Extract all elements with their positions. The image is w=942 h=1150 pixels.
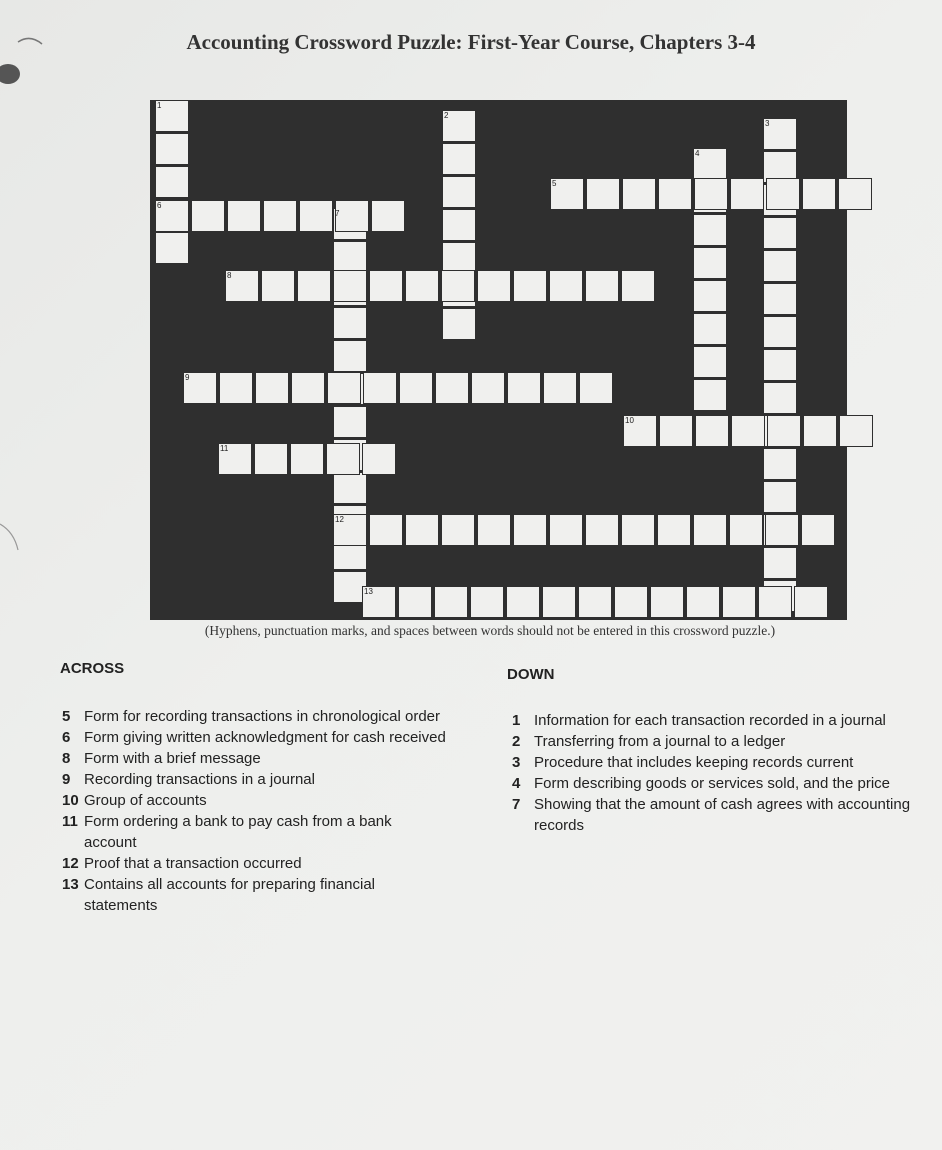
clue-number: 7 (335, 209, 340, 218)
cell-across-6[interactable] (335, 200, 369, 232)
cell-down-7[interactable] (333, 241, 367, 273)
cell-across-8[interactable] (549, 270, 583, 302)
cell-across-8[interactable] (369, 270, 403, 302)
cell-across-6[interactable] (227, 200, 261, 232)
margin-scribble (0, 30, 60, 100)
cell-across-8[interactable] (333, 270, 367, 302)
instructions-note: (Hyphens, punctuation marks, and spaces between words should not be entered in this crossword puzzle.) (204, 623, 776, 638)
cell-down-4[interactable] (693, 313, 727, 345)
down-clue: 7 Showing that the amount of cash agrees with accounting records (512, 796, 911, 834)
cell-down-7[interactable] (333, 472, 367, 504)
cell-down-4[interactable] (693, 280, 727, 312)
cell-across-13[interactable] (650, 586, 684, 618)
cell-across-11[interactable] (290, 443, 324, 475)
cell-across-5[interactable] (694, 178, 728, 210)
clue-number: 9 (185, 373, 190, 382)
cell-across-5[interactable] (586, 178, 620, 210)
cell-across-13[interactable] (398, 586, 432, 618)
cell-down-3[interactable] (763, 250, 797, 282)
cell-down-4[interactable] (693, 346, 727, 378)
cell-across-12[interactable] (801, 514, 835, 546)
cell-across-5[interactable] (622, 178, 656, 210)
cell-across-5[interactable] (658, 178, 692, 210)
cell-across-9[interactable] (471, 372, 505, 404)
across-clue: 11 Form ordering a bank to pay cash from a bank account (62, 813, 392, 851)
cell-across-9[interactable] (543, 372, 577, 404)
cell-across-12[interactable] (693, 514, 727, 546)
cell-across-12[interactable] (729, 514, 763, 546)
cell-across-13[interactable] (758, 586, 792, 618)
clue-number: 1 (157, 101, 162, 110)
cell-across-11[interactable] (254, 443, 288, 475)
clue-number: 6 (157, 201, 162, 210)
down-heading: DOWN (507, 666, 555, 683)
cell-across-5[interactable] (766, 178, 800, 210)
cell-across-12[interactable] (657, 514, 691, 546)
cell-down-3[interactable] (763, 547, 797, 579)
cell-across-13[interactable] (578, 586, 612, 618)
cell-down-1[interactable] (155, 232, 189, 264)
cell-across-9[interactable] (399, 372, 433, 404)
cell-down-4[interactable] (693, 247, 727, 279)
cell-across-6[interactable] (191, 200, 225, 232)
across-clue: 6 Form giving written acknowledgment for cash received (62, 729, 446, 746)
clue-number: 13 (364, 587, 373, 596)
cell-across-12[interactable] (549, 514, 583, 546)
cell-across-10[interactable] (767, 415, 801, 447)
cell-down-2[interactable] (442, 308, 476, 340)
across-clue: 8 Form with a brief message (62, 750, 261, 767)
cell-across-8[interactable] (513, 270, 547, 302)
down-clue: 1 Information for each transaction recorded in a journal (512, 712, 886, 729)
cell-down-7[interactable] (333, 340, 367, 372)
clue-number: 11 (220, 444, 229, 453)
margin-scribble-2 (0, 520, 30, 570)
cell-across-8[interactable] (621, 270, 655, 302)
cell-across-13[interactable] (542, 586, 576, 618)
cell-across-11[interactable] (362, 443, 396, 475)
down-clue: 4 Form describing goods or services sold, and the price (512, 775, 891, 792)
cell-across-9[interactable] (219, 372, 253, 404)
cell-across-10[interactable] (803, 415, 837, 447)
clue-number: 2 (444, 111, 449, 120)
cell-across-8[interactable] (477, 270, 511, 302)
clue-number: 8 (227, 271, 232, 280)
cell-across-12[interactable] (621, 514, 655, 546)
cell-across-9[interactable] (291, 372, 325, 404)
cell-across-6[interactable] (299, 200, 333, 232)
cell-across-10[interactable] (659, 415, 693, 447)
clue-number: 5 (552, 179, 557, 188)
across-clue: 13 Contains all accounts for preparing financial statements (62, 876, 375, 914)
cell-down-3[interactable] (763, 349, 797, 381)
cell-across-12[interactable] (765, 514, 799, 546)
across-clue: 5 Form for recording transactions in chronological order (62, 708, 440, 725)
cell-across-13[interactable] (794, 586, 828, 618)
cell-across-12[interactable] (405, 514, 439, 546)
cell-down-2[interactable] (442, 176, 476, 208)
clue-number: 3 (765, 119, 770, 128)
down-clues (512, 710, 932, 836)
cell-down-2[interactable] (442, 209, 476, 241)
cell-across-5[interactable] (838, 178, 872, 210)
cell-across-6[interactable] (263, 200, 297, 232)
cell-across-8[interactable] (585, 270, 619, 302)
cell-down-3[interactable] (763, 448, 797, 480)
cell-across-8[interactable] (405, 270, 439, 302)
cell-down-3[interactable] (763, 283, 797, 315)
cell-across-11[interactable] (326, 443, 360, 475)
clue-number: 10 (625, 416, 634, 425)
cell-across-9[interactable] (579, 372, 613, 404)
down-clue: 2 Transferring from a journal to a ledger (512, 733, 786, 750)
cell-across-8[interactable] (297, 270, 331, 302)
clue-number: 12 (335, 515, 344, 524)
cell-down-3[interactable] (763, 217, 797, 249)
cell-across-6[interactable] (371, 200, 405, 232)
cell-down-1[interactable] (155, 166, 189, 198)
cell-across-12[interactable] (441, 514, 475, 546)
cell-down-1[interactable] (155, 133, 189, 165)
down-clue: 3 Procedure that includes keeping records current (512, 754, 854, 771)
cell-across-13[interactable] (614, 586, 648, 618)
cell-down-7[interactable] (333, 406, 367, 438)
cell-across-13[interactable] (686, 586, 720, 618)
cell-across-12[interactable] (369, 514, 403, 546)
cell-across-9[interactable] (327, 372, 361, 404)
across-clue: 9 Recording transactions in a journal (62, 771, 315, 788)
cell-across-8[interactable] (261, 270, 295, 302)
cell-down-3[interactable] (763, 481, 797, 513)
cell-across-9[interactable] (435, 372, 469, 404)
cell-across-13[interactable] (722, 586, 756, 618)
cell-across-5[interactable] (730, 178, 764, 210)
cell-across-12[interactable] (585, 514, 619, 546)
cell-across-12[interactable] (513, 514, 547, 546)
across-clue: 12 Proof that a transaction occurred (62, 855, 302, 872)
cell-across-8[interactable] (441, 270, 475, 302)
cell-across-5[interactable] (802, 178, 836, 210)
cell-down-2[interactable] (442, 143, 476, 175)
cell-across-10[interactable] (839, 415, 873, 447)
puzzle-title: Accounting Crossword Puzzle: First-Year Course, Chapters 3-4 (186, 30, 756, 54)
cell-across-13[interactable] (470, 586, 504, 618)
cell-down-4[interactable] (693, 379, 727, 411)
across-heading: ACROSS (60, 660, 125, 677)
cell-down-7[interactable] (333, 307, 367, 339)
cell-across-13[interactable] (506, 586, 540, 618)
cell-across-9[interactable] (363, 372, 397, 404)
cell-across-10[interactable] (695, 415, 729, 447)
cell-across-13[interactable] (434, 586, 468, 618)
across-clues (62, 706, 462, 916)
cell-across-9[interactable] (255, 372, 289, 404)
clue-number: 4 (695, 149, 700, 158)
crossword-grid (150, 100, 847, 620)
cell-across-10[interactable] (731, 415, 765, 447)
cell-across-12[interactable] (477, 514, 511, 546)
across-clue: 10 Group of accounts (62, 792, 207, 809)
cell-down-3[interactable] (763, 382, 797, 414)
cell-down-4[interactable] (693, 214, 727, 246)
cell-down-3[interactable] (763, 316, 797, 348)
cell-across-9[interactable] (507, 372, 541, 404)
